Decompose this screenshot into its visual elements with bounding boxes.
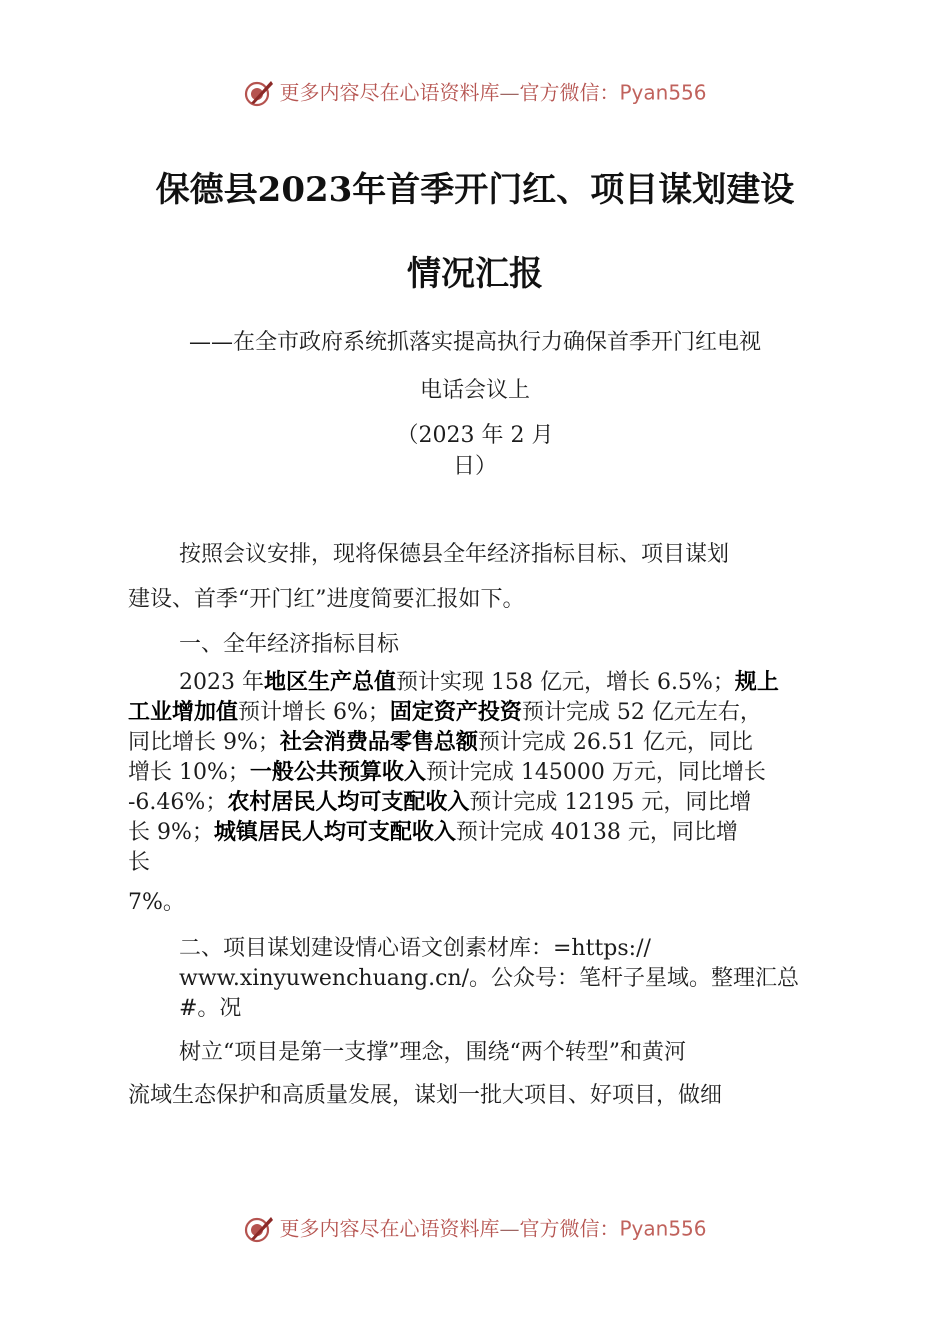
body-line2: 流域生态保护和高质量发展，谋划一批大项目、好项目，做细 xyxy=(128,1083,723,1108)
watermark-text: 更多内容尽在心语资料库 xyxy=(279,80,500,105)
indicator-text: 长 xyxy=(128,850,151,875)
watermark-footer xyxy=(0,1212,950,1244)
body-line1: 树立“项目是第一支撑”理念，围绕“两个转型”和黄河 xyxy=(179,1040,686,1065)
indicator-text: 预计增长 6%； xyxy=(238,700,390,725)
indicator-text: 预计完成 145000 万元，同比增长 xyxy=(425,760,766,785)
document-title-line1: 保德县2023年首季开门红、项目谋划建设 xyxy=(155,170,795,210)
section1-line xyxy=(128,728,753,758)
indicator-name: 规上 xyxy=(734,670,779,695)
indicator-name: 一般公共预算收入 xyxy=(249,760,426,785)
indicator-name: 工业增加值 xyxy=(128,700,239,725)
section1-line xyxy=(128,758,766,788)
indicator-text: -6.46%； xyxy=(128,790,228,815)
date-line1: （2023 年 2 月 xyxy=(396,423,554,448)
subtitle-line1: ——在全市政府系统抓落实提高执行力确保首季开门红电视 xyxy=(188,330,761,355)
subtitle-line2: 电话会议上 xyxy=(419,378,530,403)
watermark-wechat-id: Pyan556 xyxy=(619,1216,707,1241)
section1-line xyxy=(128,788,751,818)
indicator-name: 固定资产投资 xyxy=(389,700,522,725)
section1-line xyxy=(179,668,779,698)
section1-line xyxy=(128,698,762,728)
intro-line2: 建设、首季“开门红”进度简要汇报如下。 xyxy=(128,587,525,612)
watermark-separator: — xyxy=(499,1216,520,1241)
section1-heading: 一、全年经济指标目标 xyxy=(179,632,400,657)
watermark-wechat-label: 官方微信： xyxy=(519,1216,620,1241)
indicator-text: 预计实现 158 亿元，增长 6.5%； xyxy=(396,670,735,695)
quill-pen-logo-icon xyxy=(243,78,275,108)
watermark-separator: — xyxy=(499,80,520,105)
indicator-text: 预计完成 52 亿元左右， xyxy=(521,700,762,725)
quill-pen-logo-icon xyxy=(243,1214,275,1244)
indicator-text: 预计完成 12195 元，同比增 xyxy=(469,790,752,815)
section1-line xyxy=(128,888,185,918)
document-title-line2: 情况汇报 xyxy=(407,254,543,294)
indicator-text: 同比增长 9%； xyxy=(128,730,280,755)
intro-line1: 按照会议安排，现将保德县全年经济指标目标、项目谋划 xyxy=(179,542,730,567)
section1-line xyxy=(128,818,738,848)
indicator-name: 城镇居民人均可支配收入 xyxy=(213,820,456,845)
watermark-header xyxy=(0,76,950,108)
indicator-text: 2023 年 xyxy=(179,670,264,695)
indicator-name: 农村居民人均可支配收入 xyxy=(227,790,470,815)
watermark-wechat-label: 官方微信： xyxy=(519,80,620,105)
section2-line3: #。况 xyxy=(179,996,242,1021)
indicator-text: 长 9%； xyxy=(128,820,214,845)
indicator-text: 预计完成 26.51 亿元，同比 xyxy=(477,730,753,755)
indicator-text: 7%。 xyxy=(128,890,185,915)
section1-line xyxy=(128,848,150,878)
indicator-text: 预计完成 40138 元，同比增 xyxy=(455,820,738,845)
indicator-name: 地区生产总值 xyxy=(263,670,396,695)
date-line2: 日） xyxy=(452,454,497,479)
section2-line2: www.xinyuwenchuang.cn/。公众号：笔杆子星域。整理汇总 xyxy=(179,966,800,991)
section2-line1: 二、项目谋划建设情心语文创素材库：=https:// xyxy=(179,936,651,961)
watermark-text: 更多内容尽在心语资料库 xyxy=(279,1216,500,1241)
indicator-text: 增长 10%； xyxy=(128,760,250,785)
indicator-name: 社会消费品零售总额 xyxy=(279,730,478,755)
watermark-wechat-id: Pyan556 xyxy=(619,80,707,105)
